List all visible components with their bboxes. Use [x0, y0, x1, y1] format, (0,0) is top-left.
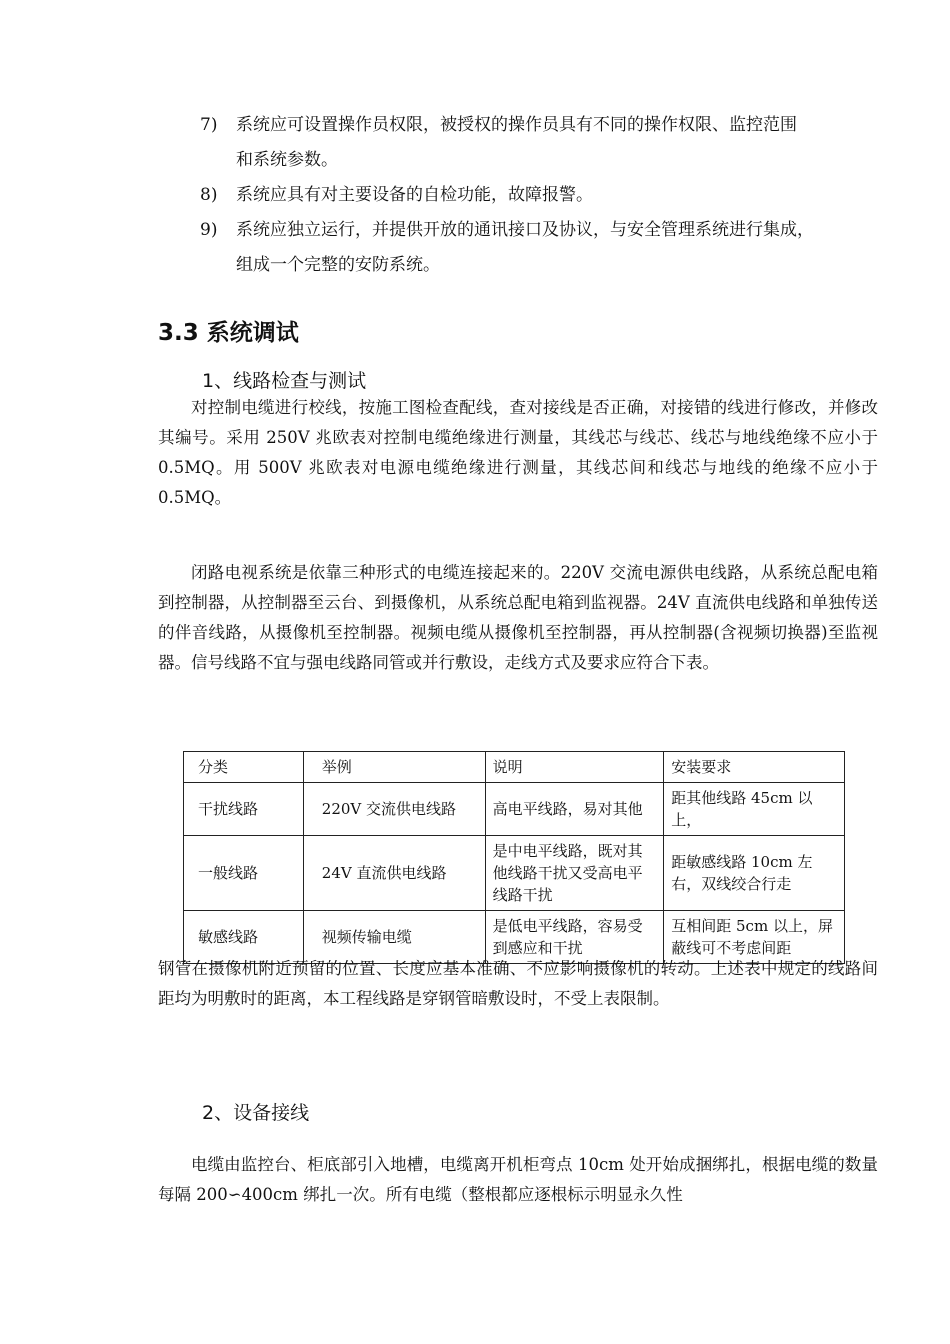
list-item-text: 系统应可设置操作员权限，被授权的操作员具有不同的操作权限、监控范围 — [236, 115, 797, 135]
table-cell: 220V 交流供电线路 — [303, 783, 485, 836]
section-heading: 3.3 系统调试 — [158, 320, 299, 346]
paragraph-cable-binding: 电缆由监控台、柜底部引入地槽，电缆离开机柜弯点 10cm 处开始成捆绑扎，根据电缆的数量每隔 200∽400cm 绑扎一次。所有电缆（整根都应逐根标示明显永久性 — [158, 1155, 878, 1204]
table-cell: 高电平线路，易对其他 — [485, 783, 664, 836]
table-header-cell: 举例 — [303, 752, 485, 783]
list-item-text: 系统应具有对主要设备的自检功能，故障报警。 — [236, 185, 593, 205]
paragraph-conduit-note: 钢管在摄像机附近预留的位置、长度应基本准确、不应影响摄像机的转动。上述表中规定的线路间距均为明敷时的距离，本工程线路是穿钢管暗敷设时，不受上表限制。 — [158, 959, 878, 1008]
table-header-cell: 分类 — [184, 752, 304, 783]
table-cell: 敏感线路 — [184, 911, 304, 964]
list-item — [200, 213, 880, 283]
list-item-number: 9) — [200, 220, 218, 240]
subsection-heading-line-check: 1、线路检查与测试 — [202, 370, 367, 392]
table-cell: 距其他线路 45cm 以上， — [664, 783, 845, 836]
table-cell: 一般线路 — [184, 836, 304, 911]
subsection-heading-equipment-wiring: 2、设备接线 — [202, 1102, 310, 1124]
list-item — [200, 108, 880, 178]
table-cell: 视频传输电缆 — [303, 911, 485, 964]
paragraph-cctv-wiring: 闭路电视系统是依靠三种形式的电缆连接起来的。220V 交流电源供电线路，从系统总配电箱到控制器，从控制器至云台、到摄像机，从系统总配电箱到监视器。24V 直流供电线路和单独传送的伴音线路，从摄像机至控制器。视频电缆从摄像机至控制器，再从控制器(含视频切换器)至监视器。信号线路不宜与强电线路同管或并行敷设，走线方式及要求应符合下表。 — [158, 563, 878, 672]
table-row — [184, 783, 845, 836]
list-item-text: 系统应独立运行，并提供开放的通讯接口及协议，与安全管理系统进行集成， — [236, 220, 814, 240]
list-item-continuation: 和系统参数。 — [236, 150, 338, 170]
requirements-list — [200, 108, 880, 283]
table-header-cell: 说明 — [485, 752, 664, 783]
paragraph-insulation-test: 对控制电缆进行校线，按施工图检查配线，查对接线是否正确，对接错的线进行修改，并修改其编号。采用 250V 兆欧表对控制电缆绝缘进行测量，其线芯与线芯、线芯与地线绝缘不应小于 0.5MQ。用 500V 兆欧表对电源电缆绝缘进行测量，其线芯间和线芯与地线的绝缘不应小于 0.5MQ。 — [158, 398, 878, 507]
table-cell: 互相间距 5cm 以上，屏蔽线可不考虑间距 — [664, 911, 845, 964]
list-item-number: 7) — [200, 115, 218, 135]
table-row — [184, 836, 845, 911]
table-cell: 干扰线路 — [184, 783, 304, 836]
list-item — [200, 178, 880, 213]
table-header-row — [184, 752, 845, 783]
list-item-number: 8) — [200, 185, 218, 205]
table-header-cell: 安装要求 — [664, 752, 845, 783]
table-cell: 是中电平线路，既对其他线路干扰又受高电平线路干扰 — [485, 836, 664, 911]
table-cell: 24V 直流供电线路 — [303, 836, 485, 911]
table-cell: 是低电平线路，容易受到感应和干扰 — [485, 911, 664, 964]
table-cell: 距敏感线路 10cm 左右，双线绞合行走 — [664, 836, 845, 911]
list-item-continuation: 组成一个完整的安防系统。 — [236, 255, 440, 275]
wiring-spec-table — [183, 751, 845, 964]
